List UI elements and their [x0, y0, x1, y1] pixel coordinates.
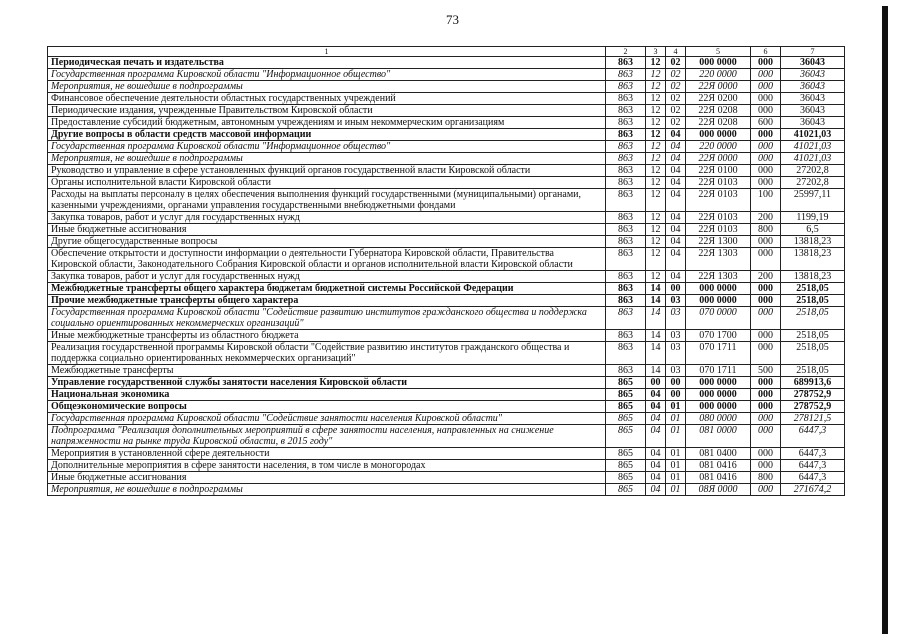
row-code-section: 04 [646, 460, 666, 472]
row-name: Расходы на выплаты персоналу в целях обеспечения выполнения функций государственными (муниципальными) органами, казенными учреждениями, органами управления государственными внебюджетными фондами [48, 189, 606, 212]
row-code-expense-type: 000 [751, 165, 781, 177]
row-amount: 2518,05 [781, 365, 845, 377]
row-code-subsection: 04 [666, 153, 686, 165]
row-code-ministry: 863 [606, 129, 646, 141]
row-code-target: 080 0000 [686, 413, 751, 425]
row-code-target: 22Я 1303 [686, 248, 751, 271]
row-code-section: 12 [646, 165, 666, 177]
row-code-ministry: 863 [606, 283, 646, 295]
row-code-expense-type: 000 [751, 57, 781, 69]
row-amount: 2518,05 [781, 295, 845, 307]
row-code-ministry: 865 [606, 460, 646, 472]
row-code-subsection: 04 [666, 189, 686, 212]
row-code-ministry: 865 [606, 472, 646, 484]
row-amount: 36043 [781, 93, 845, 105]
row-code-expense-type: 000 [751, 460, 781, 472]
column-header: 6 [751, 47, 781, 57]
row-code-target: 22Я 0100 [686, 165, 751, 177]
row-amount: 41021,03 [781, 129, 845, 141]
row-code-section: 00 [646, 377, 666, 389]
row-code-subsection: 01 [666, 448, 686, 460]
table-row [48, 425, 845, 448]
row-name: Государственная программа Кировской области "Информационное общество" [48, 141, 606, 153]
row-amount: 36043 [781, 117, 845, 129]
row-code-section: 12 [646, 153, 666, 165]
row-code-subsection: 02 [666, 69, 686, 81]
row-code-target: 081 0416 [686, 472, 751, 484]
row-amount: 278752,9 [781, 401, 845, 413]
row-code-section: 04 [646, 472, 666, 484]
row-code-expense-type: 600 [751, 117, 781, 129]
row-amount: 36043 [781, 69, 845, 81]
row-code-section: 12 [646, 236, 666, 248]
row-code-expense-type: 000 [751, 425, 781, 448]
row-name: Государственная программа Кировской области "Содействие занятости населения Кировской области" [48, 413, 606, 425]
row-code-subsection: 01 [666, 401, 686, 413]
row-code-subsection: 04 [666, 165, 686, 177]
row-code-expense-type: 000 [751, 283, 781, 295]
row-code-ministry: 863 [606, 271, 646, 283]
row-code-expense-type: 000 [751, 69, 781, 81]
row-code-expense-type: 000 [751, 81, 781, 93]
table-row [48, 248, 845, 271]
row-code-ministry: 863 [606, 69, 646, 81]
row-code-subsection: 01 [666, 425, 686, 448]
row-code-ministry: 863 [606, 248, 646, 271]
row-code-section: 04 [646, 484, 666, 496]
row-name: Другие общегосударственные вопросы [48, 236, 606, 248]
row-code-target: 22Я 0103 [686, 189, 751, 212]
row-code-target: 070 1711 [686, 342, 751, 365]
row-code-section: 14 [646, 342, 666, 365]
row-code-expense-type: 000 [751, 295, 781, 307]
row-code-expense-type: 000 [751, 307, 781, 330]
table-row [48, 57, 845, 69]
row-name: Дополнительные мероприятия в сфере занятости населения, в том числе в моногородах [48, 460, 606, 472]
row-name: Мероприятия, не вошедшие в подпрограммы [48, 484, 606, 496]
row-code-expense-type: 000 [751, 105, 781, 117]
row-code-target: 070 1700 [686, 330, 751, 342]
row-code-ministry: 863 [606, 93, 646, 105]
row-code-section: 12 [646, 212, 666, 224]
row-code-subsection: 04 [666, 129, 686, 141]
table-row [48, 484, 845, 496]
row-code-ministry: 865 [606, 389, 646, 401]
table-row [48, 69, 845, 81]
row-code-subsection: 01 [666, 413, 686, 425]
row-code-section: 12 [646, 93, 666, 105]
table-row [48, 472, 845, 484]
row-code-section: 12 [646, 224, 666, 236]
row-code-target: 000 0000 [686, 377, 751, 389]
row-code-subsection: 04 [666, 141, 686, 153]
row-code-section: 12 [646, 129, 666, 141]
row-code-ministry: 865 [606, 425, 646, 448]
row-code-target: 22Я 0103 [686, 212, 751, 224]
row-code-expense-type: 000 [751, 93, 781, 105]
row-code-target: 000 0000 [686, 57, 751, 69]
row-amount: 6,5 [781, 224, 845, 236]
page-number: 73 [446, 12, 459, 27]
row-code-subsection: 03 [666, 295, 686, 307]
row-name: Государственная программа Кировской области "Информационное общество" [48, 69, 606, 81]
row-code-expense-type: 200 [751, 212, 781, 224]
column-header: 4 [666, 47, 686, 57]
table-row [48, 236, 845, 248]
table-row [48, 460, 845, 472]
row-code-expense-type: 000 [751, 153, 781, 165]
row-code-subsection: 02 [666, 105, 686, 117]
table-row [48, 307, 845, 330]
table-row [48, 189, 845, 212]
row-name: Периодические издания, учрежденные Правительством Кировской области [48, 105, 606, 117]
row-code-expense-type: 500 [751, 365, 781, 377]
row-code-ministry: 863 [606, 117, 646, 129]
row-name: Органы исполнительной власти Кировской области [48, 177, 606, 189]
table-row [48, 105, 845, 117]
row-name: Подпрограмма "Реализация дополнительных мероприятий в сфере занятости населения, направленных на снижение напряженности на рынке труда Кировской области, в 2015 году" [48, 425, 606, 448]
row-code-subsection: 02 [666, 117, 686, 129]
row-code-subsection: 02 [666, 81, 686, 93]
table-row [48, 93, 845, 105]
row-amount: 2518,05 [781, 342, 845, 365]
page-edge-bar [882, 6, 888, 634]
row-code-target: 22Я 0000 [686, 153, 751, 165]
row-name: Финансовое обеспечение деятельности областных государственных учреждений [48, 93, 606, 105]
table-row [48, 365, 845, 377]
row-name: Иные межбюджетные трансферты из областного бюджета [48, 330, 606, 342]
row-code-subsection: 03 [666, 342, 686, 365]
row-code-section: 04 [646, 401, 666, 413]
row-code-ministry: 863 [606, 81, 646, 93]
row-name: Иные бюджетные ассигнования [48, 224, 606, 236]
row-name: Государственная программа Кировской области "Содействие развитию институтов гражданского общества и поддержка социально ориентированных некоммерческих организаций" [48, 307, 606, 330]
column-header: 5 [686, 47, 751, 57]
row-amount: 2518,05 [781, 283, 845, 295]
row-code-expense-type: 000 [751, 236, 781, 248]
row-code-expense-type: 200 [751, 271, 781, 283]
row-code-target: 070 0000 [686, 307, 751, 330]
table-row [48, 177, 845, 189]
row-name: Национальная экономика [48, 389, 606, 401]
column-header: 3 [646, 47, 666, 57]
row-code-target: 22Я 0000 [686, 81, 751, 93]
row-code-target: 22Я 0208 [686, 105, 751, 117]
row-code-section: 12 [646, 105, 666, 117]
row-code-section: 12 [646, 141, 666, 153]
row-code-section: 04 [646, 389, 666, 401]
row-code-subsection: 04 [666, 236, 686, 248]
row-code-ministry: 865 [606, 377, 646, 389]
row-code-ministry: 863 [606, 189, 646, 212]
row-code-subsection: 01 [666, 472, 686, 484]
table-row [48, 413, 845, 425]
row-code-ministry: 863 [606, 342, 646, 365]
row-code-expense-type: 800 [751, 224, 781, 236]
row-code-subsection: 03 [666, 307, 686, 330]
row-code-expense-type: 000 [751, 448, 781, 460]
row-code-expense-type: 000 [751, 484, 781, 496]
row-amount: 41021,03 [781, 153, 845, 165]
row-code-subsection: 02 [666, 93, 686, 105]
row-code-target: 000 0000 [686, 283, 751, 295]
row-code-ministry: 863 [606, 177, 646, 189]
row-name: Другие вопросы в области средств массовой информации [48, 129, 606, 141]
row-code-section: 04 [646, 448, 666, 460]
row-code-target: 220 0000 [686, 69, 751, 81]
row-amount: 689913,6 [781, 377, 845, 389]
row-code-ministry: 863 [606, 236, 646, 248]
row-code-ministry: 863 [606, 330, 646, 342]
row-code-target: 081 0400 [686, 448, 751, 460]
row-code-expense-type: 000 [751, 177, 781, 189]
row-amount: 36043 [781, 57, 845, 69]
row-name: Общеэкономические вопросы [48, 401, 606, 413]
row-code-subsection: 00 [666, 377, 686, 389]
row-amount: 27202,8 [781, 177, 845, 189]
column-header: 2 [606, 47, 646, 57]
table-row [48, 448, 845, 460]
row-code-subsection: 03 [666, 365, 686, 377]
row-code-section: 12 [646, 117, 666, 129]
table-row [48, 153, 845, 165]
row-code-expense-type: 000 [751, 413, 781, 425]
row-code-target: 22Я 0200 [686, 93, 751, 105]
row-code-target: 000 0000 [686, 295, 751, 307]
row-code-section: 12 [646, 248, 666, 271]
row-code-ministry: 863 [606, 212, 646, 224]
row-code-ministry: 865 [606, 401, 646, 413]
row-code-subsection: 03 [666, 330, 686, 342]
row-code-target: 081 0416 [686, 460, 751, 472]
row-amount: 271674,2 [781, 484, 845, 496]
row-code-section: 12 [646, 177, 666, 189]
row-name: Периодическая печать и издательства [48, 57, 606, 69]
row-code-target: 000 0000 [686, 129, 751, 141]
row-code-subsection: 04 [666, 271, 686, 283]
row-name: Реализация государственной программы Кировской области "Содействие развитию институтов гражданского общества и поддержка социально ориентированных некоммерческих организаций" [48, 342, 606, 365]
row-code-expense-type: 000 [751, 330, 781, 342]
budget-table [47, 46, 845, 496]
row-code-ministry: 865 [606, 413, 646, 425]
row-code-subsection: 02 [666, 57, 686, 69]
row-name: Обеспечение открытости и доступности информации о деятельности Губернатора Кировской области, Правительства Кировской области, Законодательного Собрания Кировской области и органов исполнительной власти Кировской области [48, 248, 606, 271]
row-code-section: 12 [646, 69, 666, 81]
row-code-ministry: 863 [606, 141, 646, 153]
row-code-section: 12 [646, 189, 666, 212]
row-code-section: 12 [646, 81, 666, 93]
table-row [48, 389, 845, 401]
row-amount: 2518,05 [781, 307, 845, 330]
row-code-section: 04 [646, 425, 666, 448]
row-code-subsection: 04 [666, 212, 686, 224]
row-code-expense-type: 000 [751, 141, 781, 153]
row-code-section: 04 [646, 413, 666, 425]
row-name: Иные бюджетные ассигнования [48, 472, 606, 484]
row-code-expense-type: 800 [751, 472, 781, 484]
row-code-ministry: 865 [606, 448, 646, 460]
row-name: Управление государственной службы занятости населения Кировской области [48, 377, 606, 389]
row-code-section: 12 [646, 271, 666, 283]
table-row [48, 377, 845, 389]
row-amount: 6447,3 [781, 472, 845, 484]
row-name: Руководство и управление в сфере установленных функций органов государственной власти Кировской области [48, 165, 606, 177]
row-code-target: 070 1711 [686, 365, 751, 377]
table-row [48, 295, 845, 307]
row-name: Закупка товаров, работ и услуг для государственных нужд [48, 271, 606, 283]
row-code-section: 14 [646, 307, 666, 330]
row-amount: 278121,5 [781, 413, 845, 425]
table-header-row [48, 47, 845, 57]
row-code-subsection: 04 [666, 177, 686, 189]
row-amount: 6447,3 [781, 460, 845, 472]
row-name: Мероприятия, не вошедшие в подпрограммы [48, 153, 606, 165]
row-name: Межбюджетные трансферты общего характера бюджетам бюджетной системы Российской Федерации [48, 283, 606, 295]
row-name: Межбюджетные трансферты [48, 365, 606, 377]
row-amount: 25997,11 [781, 189, 845, 212]
row-code-target: 081 0000 [686, 425, 751, 448]
row-code-expense-type: 100 [751, 189, 781, 212]
column-header: 1 [48, 47, 606, 57]
row-code-subsection: 01 [666, 484, 686, 496]
row-amount: 13818,23 [781, 236, 845, 248]
row-code-expense-type: 000 [751, 377, 781, 389]
row-code-expense-type: 000 [751, 389, 781, 401]
row-code-expense-type: 000 [751, 248, 781, 271]
row-code-ministry: 863 [606, 295, 646, 307]
table-row [48, 330, 845, 342]
row-code-ministry: 865 [606, 484, 646, 496]
row-code-target: 22Я 0103 [686, 177, 751, 189]
row-amount: 36043 [781, 81, 845, 93]
row-code-ministry: 863 [606, 105, 646, 117]
row-code-target: 000 0000 [686, 389, 751, 401]
row-code-ministry: 863 [606, 57, 646, 69]
row-code-target: 22Я 1300 [686, 236, 751, 248]
row-code-section: 14 [646, 283, 666, 295]
row-code-target: 22Я 0103 [686, 224, 751, 236]
row-amount: 27202,8 [781, 165, 845, 177]
row-code-ministry: 863 [606, 165, 646, 177]
row-name: Мероприятия в установленной сфере деятельности [48, 448, 606, 460]
row-code-subsection: 00 [666, 389, 686, 401]
table-row [48, 141, 845, 153]
table-row [48, 283, 845, 295]
row-code-expense-type: 000 [751, 129, 781, 141]
table-row [48, 81, 845, 93]
table-row [48, 117, 845, 129]
row-code-ministry: 863 [606, 307, 646, 330]
row-code-section: 14 [646, 330, 666, 342]
row-amount: 41021,03 [781, 141, 845, 153]
table-row [48, 401, 845, 413]
row-amount: 13818,23 [781, 271, 845, 283]
row-code-expense-type: 000 [751, 401, 781, 413]
row-amount: 13818,23 [781, 248, 845, 271]
row-code-target: 220 0000 [686, 141, 751, 153]
row-code-expense-type: 000 [751, 342, 781, 365]
row-code-target: 08Я 0000 [686, 484, 751, 496]
row-code-target: 22Я 1303 [686, 271, 751, 283]
row-code-target: 000 0000 [686, 401, 751, 413]
row-amount: 1199,19 [781, 212, 845, 224]
row-code-ministry: 863 [606, 153, 646, 165]
row-code-subsection: 01 [666, 460, 686, 472]
row-code-ministry: 863 [606, 365, 646, 377]
table-row [48, 165, 845, 177]
table-row [48, 129, 845, 141]
table-row [48, 224, 845, 236]
row-code-subsection: 04 [666, 224, 686, 236]
row-code-target: 22Я 0208 [686, 117, 751, 129]
row-code-section: 14 [646, 365, 666, 377]
column-header: 7 [781, 47, 845, 57]
row-name: Прочие межбюджетные трансферты общего характера [48, 295, 606, 307]
row-code-subsection: 00 [666, 283, 686, 295]
row-amount: 6447,3 [781, 425, 845, 448]
row-name: Закупка товаров, работ и услуг для государственных нужд [48, 212, 606, 224]
table-row [48, 271, 845, 283]
row-code-section: 14 [646, 295, 666, 307]
table-row [48, 212, 845, 224]
row-amount: 6447,3 [781, 448, 845, 460]
row-amount: 278752,9 [781, 389, 845, 401]
table-row [48, 342, 845, 365]
row-amount: 36043 [781, 105, 845, 117]
row-code-section: 12 [646, 57, 666, 69]
row-code-subsection: 04 [666, 248, 686, 271]
row-name: Предоставление субсидий бюджетным, автономным учреждениям и иным некоммерческим организациям [48, 117, 606, 129]
row-amount: 2518,05 [781, 330, 845, 342]
row-name: Мероприятия, не вошедшие в подпрограммы [48, 81, 606, 93]
row-code-ministry: 863 [606, 224, 646, 236]
